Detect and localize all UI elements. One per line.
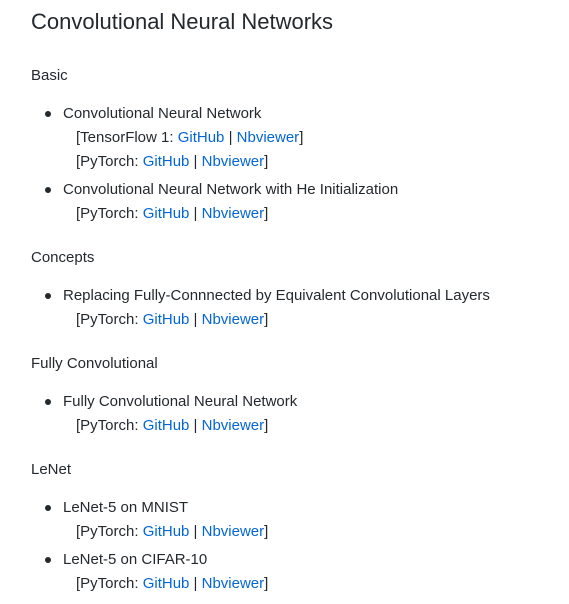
github-link[interactable]: GitHub bbox=[142, 575, 190, 592]
link-row bbox=[63, 520, 569, 544]
separator: | bbox=[193, 575, 198, 592]
github-link[interactable]: GitHub bbox=[142, 205, 190, 222]
separator: | bbox=[193, 417, 198, 434]
item-list bbox=[31, 284, 569, 332]
list-item bbox=[31, 102, 569, 174]
nbviewer-link[interactable]: Nbviewer bbox=[201, 205, 265, 222]
bullet-icon bbox=[45, 557, 51, 563]
separator: | bbox=[193, 153, 198, 170]
section-basic bbox=[31, 66, 569, 226]
section-heading: Basic bbox=[31, 67, 68, 84]
nbviewer-link[interactable]: Nbviewer bbox=[201, 575, 265, 592]
framework-label: [TensorFlow 1: bbox=[76, 129, 178, 146]
github-link[interactable]: GitHub bbox=[142, 311, 190, 328]
github-link[interactable]: GitHub bbox=[177, 129, 225, 146]
bracket-close: ] bbox=[264, 417, 269, 434]
bracket-close: ] bbox=[299, 129, 304, 146]
item-title: Convolutional Neural Network with He Initialization bbox=[63, 181, 399, 198]
list-item bbox=[31, 548, 569, 596]
framework-label: [PyTorch: bbox=[76, 417, 143, 434]
bullet-icon bbox=[45, 505, 51, 511]
list-item bbox=[31, 496, 569, 544]
separator: | bbox=[228, 129, 233, 146]
list-item bbox=[31, 178, 569, 226]
list-item bbox=[31, 284, 569, 332]
bullet-icon bbox=[45, 399, 51, 405]
framework-label: [PyTorch: bbox=[76, 311, 143, 328]
separator: | bbox=[193, 311, 198, 328]
item-title: Fully Convolutional Neural Network bbox=[63, 393, 298, 410]
nbviewer-link[interactable]: Nbviewer bbox=[201, 153, 265, 170]
section-heading: Concepts bbox=[31, 249, 95, 266]
bullet-icon bbox=[45, 111, 51, 117]
item-title: LeNet-5 on MNIST bbox=[63, 499, 189, 516]
bracket-close: ] bbox=[264, 153, 269, 170]
link-row bbox=[63, 202, 569, 226]
bracket-close: ] bbox=[264, 523, 269, 540]
link-row bbox=[63, 150, 569, 174]
link-row bbox=[63, 414, 569, 438]
bullet-icon bbox=[45, 187, 51, 193]
section-heading: LeNet bbox=[31, 461, 72, 478]
section-concepts bbox=[31, 248, 569, 332]
framework-label: [PyTorch: bbox=[76, 575, 143, 592]
nbviewer-link[interactable]: Nbviewer bbox=[201, 523, 265, 540]
link-row bbox=[63, 572, 569, 596]
separator: | bbox=[193, 523, 198, 540]
item-title: LeNet-5 on CIFAR-10 bbox=[63, 551, 208, 568]
item-list bbox=[31, 496, 569, 596]
nbviewer-link[interactable]: Nbviewer bbox=[201, 311, 265, 328]
link-row bbox=[63, 308, 569, 332]
section-fully-convolutional bbox=[31, 354, 569, 438]
item-list bbox=[31, 102, 569, 226]
bracket-close: ] bbox=[264, 205, 269, 222]
section-lenet bbox=[31, 460, 569, 596]
github-link[interactable]: GitHub bbox=[142, 523, 190, 540]
section-heading: Fully Convolutional bbox=[31, 355, 158, 372]
framework-label: [PyTorch: bbox=[76, 205, 143, 222]
bullet-icon bbox=[45, 293, 51, 299]
framework-label: [PyTorch: bbox=[76, 523, 143, 540]
github-link[interactable]: GitHub bbox=[142, 153, 190, 170]
nbviewer-link[interactable]: Nbviewer bbox=[201, 417, 265, 434]
list-item bbox=[31, 390, 569, 438]
link-row bbox=[63, 126, 569, 150]
nbviewer-link[interactable]: Nbviewer bbox=[236, 129, 300, 146]
item-title: Convolutional Neural Network bbox=[63, 105, 262, 122]
framework-label: [PyTorch: bbox=[76, 153, 143, 170]
separator: | bbox=[193, 205, 198, 222]
item-list bbox=[31, 390, 569, 438]
item-title: Replacing Fully-Connnected by Equivalent Convolutional Layers bbox=[63, 287, 490, 304]
page-title: Convolutional Neural Networks bbox=[31, 9, 334, 34]
bracket-close: ] bbox=[264, 311, 269, 328]
bracket-close: ] bbox=[264, 575, 269, 592]
github-link[interactable]: GitHub bbox=[142, 417, 190, 434]
